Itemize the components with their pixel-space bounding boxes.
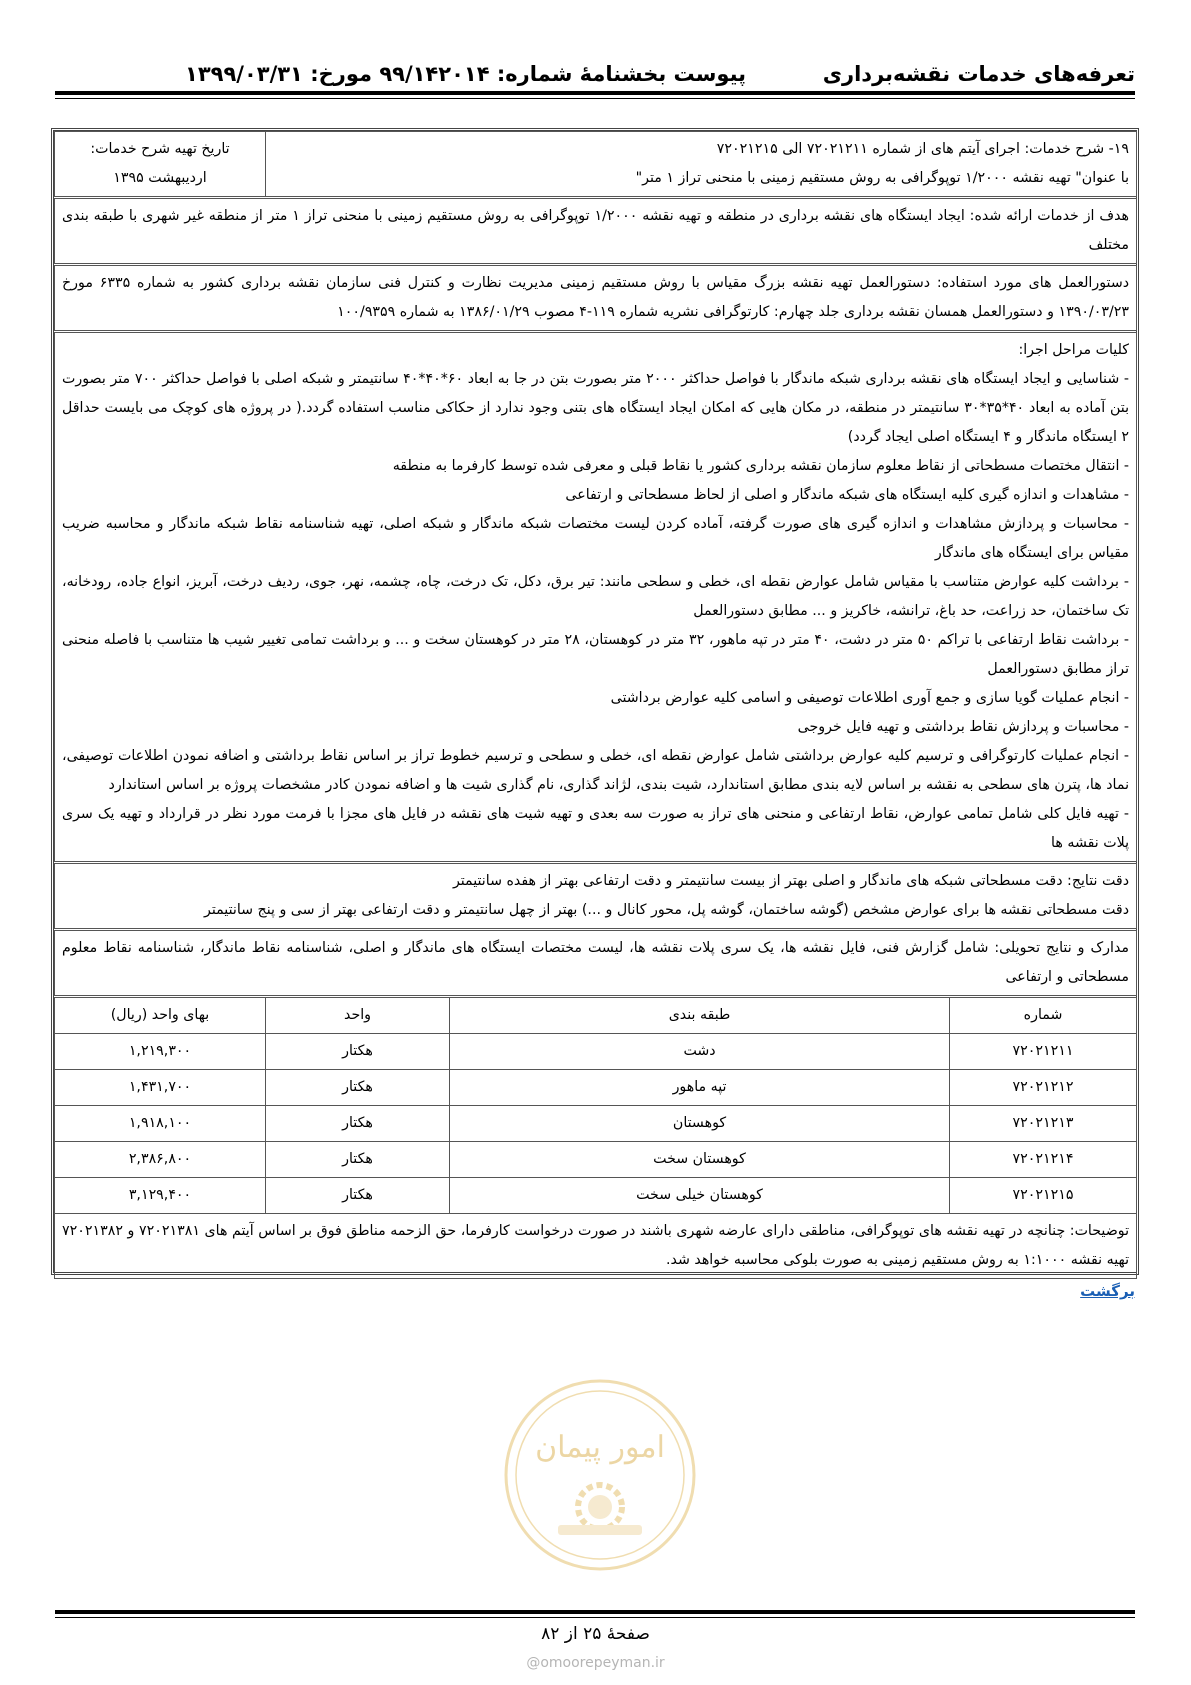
item-price: ۱,۴۳۱,۷۰۰ (55, 1070, 266, 1106)
step-item: - برداشت نقاط ارتفاعی با تراکم ۵۰ متر در دشت، ۴۰ متر در تپه ماهور، ۳۲ متر در کوهستان، ۲۸ متر در کوهستان سخت و ... و برداشت تمامی تغییر شیب ها متناسب با فاصله منحنی تراز مطابق دستورالعمل (62, 632, 1130, 677)
item-unit: هکتار (266, 1142, 450, 1178)
step-item: - انجام عملیات کارتوگرافی و ترسیم کلیه عوارض برداشتی شامل عوارض نقطه ای، خطی و سطحی و ترسیم خطوط تراز بر اساس نقاط برداشتی و اضافه نمودن اطلاعات توصیفی، نماد ها، پترن های سطحی به نقشه بر اساس لایه بندی مطابق استاندارد، شیت بندی، لژاند گذاری، نام گذاری شیت ها و اضافه نمودن کادر مشخصات پروژه بر اساس استاندارد (62, 748, 1130, 793)
steps-row (55, 332, 1137, 863)
item-code: ۷۲۰۲۱۲۱۲ (950, 1070, 1137, 1106)
price-row (55, 1034, 1137, 1070)
service-subtitle: با عنوان" تهیه نقشه ۱/۲۰۰۰ توپوگرافی به روش مستقیم زمینی با منحنی تراز ۱ متر" (635, 170, 1130, 186)
step-item: - برداشت کلیه عوارض متناسب با مقیاس شامل عوارض نقطه ای، خطی و سطحی مانند: تیر برق، دکل، تک درخت، چاه، چشمه، نهر، جوی، ردیف درخت، آبریز، انواع جاده، رودخانه، تک ساختمان، حد زراعت، حد باغ، ترانشه، خاکریز و ... مطابق دستورالعمل (62, 574, 1130, 619)
item-unit: هکتار (266, 1034, 450, 1070)
back-link[interactable]: برگشت (1080, 1282, 1135, 1300)
step-item: - محاسبات و پردازش مشاهدات و اندازه گیری های صورت گرفته، آماده کردن لیست مختصات شبکه ماندگار و شبکه اصلی، تهیه شناسنامه نقاط شبکه ماندگار و محاسبه ضریب مقیاس برای ایستگاه های ماندگار (62, 516, 1130, 561)
page-number: صفحهٔ ۲۵ از ۸۲ (541, 1624, 650, 1644)
accuracy-map: دقت مسطحاتی نقشه ها برای عوارض مشخص (گوشه ساختمان، گوشه پل، محور کانال و ...) بهتر از چهل سانتیمتر و دقت ارتفاعی بهتر از سی و پنج سانتیمتر (204, 902, 1130, 918)
document-title: تعرفه‌های خدمات نقشه‌برداری (822, 62, 1135, 86)
header-rule-thin (55, 98, 1135, 99)
item-unit: هکتار (266, 1106, 450, 1142)
step-item: - مشاهدات و اندازه گیری کلیه ایستگاه های شبکه ماندگار و اصلی از لحاظ مسطحاتی و ارتفاعی (565, 487, 1130, 503)
steps-cell (55, 332, 1137, 863)
accuracy-cell (55, 863, 1137, 930)
seal-text: امور پیمان (535, 1430, 665, 1465)
item-unit: هکتار (266, 1070, 450, 1106)
service-title-row (55, 132, 1137, 198)
item-category: کوهستان سخت (450, 1142, 950, 1178)
col-header-unit: واحد (266, 997, 450, 1034)
deliverables-row (55, 930, 1137, 997)
step-item: - انجام عملیات گویا سازی و جمع آوری اطلاعات توصیفی و اسامی کلیه عوارض برداشتی (610, 690, 1130, 706)
item-price: ۱,۹۱۸,۱۰۰ (55, 1106, 266, 1142)
price-table-header (55, 997, 1137, 1034)
item-code: ۷۲۰۲۱۲۱۴ (950, 1142, 1137, 1178)
accuracy-row (55, 863, 1137, 930)
instructions-text: دستورالعمل های مورد استفاده: دستورالعمل تهیه نقشه بزرگ مقیاس با روش مستقیم زمینی مدیریت نظارت و کنترل فنی سازمان نقشه برداری کشور به شماره ۶۳۳۵ مورخ ۱۳۹۰/۰۳/۲۳ و دستورالعمل همسان نقشه برداری جلد چهارم: کارتوگرافی نشریه شماره ۱۱۹-۴ مصوب ۱۳۸۶/۰۱/۲۹ به شماره ۱۰۰/۹۳۵۹ (55, 265, 1137, 332)
col-header-code: شماره (950, 997, 1137, 1034)
steps-title: کلیات مراحل اجرا: (1018, 342, 1130, 358)
footer-rule-thin (55, 1617, 1135, 1618)
service-date-cell (55, 132, 266, 198)
price-row (55, 1106, 1137, 1142)
col-header-price: بهای واحد (ریال) (55, 997, 266, 1034)
item-category: دشت (450, 1034, 950, 1070)
item-category: کوهستان (450, 1106, 950, 1142)
header-rule-thick (55, 91, 1135, 95)
col-header-category: طبقه بندی (450, 997, 950, 1034)
price-row (55, 1178, 1137, 1214)
site-watermark: @omoorepeyman.ir (526, 1655, 665, 1671)
item-unit: هکتار (266, 1178, 450, 1214)
circular-reference: پیوست بخشنامهٔ شماره: ۹۹/۱۴۲۰۱۴ مورخ: ۱۳۹۹/۰۳/۳۱ (185, 62, 747, 86)
goal-text: هدف از خدمات ارائه شده: ایجاد ایستگاه های نقشه برداری در منطقه و تهیه نقشه ۱/۲۰۰۰ توپوگرافی به روش مستقیم زمینی با منحنی تراز ۱ متر از منطقه غیر شهری با طبقه بندی مختلف (55, 198, 1137, 265)
item-price: ۲,۳۸۶,۸۰۰ (55, 1142, 266, 1178)
step-item: - شناسایی و ایجاد ایستگاه های نقشه برداری شبکه ماندگار با فواصل حداکثر ۲۰۰۰ متر بصورت بتن در جا به ابعاد ۶۰*۴۰*۴۰ سانتیمتر و شبکه اصلی با فواصل حداکثر ۷۰۰ متر بصورت بتن آماده به ابعاد ۴۰*۳۵*۳۰ سانتیمتر در منطقه، در مکان هایی که امکان ایجاد ایستگاه های بتنی وجود ندارد از حکاکی مناسب استفاده گردد.( در پروژه های کوچک می بایست حداقل ۲ ایستگاه ماندگار و ۴ ایستگاه اصلی ایجاد گردد) (62, 371, 1130, 445)
service-table (54, 131, 1137, 1279)
goal-row (55, 198, 1137, 265)
deliverables-text: مدارک و نتایج تحویلی: شامل گزارش فنی، فایل نقشه ها، یک سری پلات نقشه ها، لیست مختصات ایستگاه های ماندگار و اصلی، شناسنامه نقاط ماندگار، شناسنامه نقاط معلوم مسطحاتی و ارتفاعی (55, 930, 1137, 997)
item-category: تپه ماهور (450, 1070, 950, 1106)
item-code: ۷۲۰۲۱۲۱۱ (950, 1034, 1137, 1070)
item-category: کوهستان خیلی سخت (450, 1178, 950, 1214)
instructions-row (55, 265, 1137, 332)
item-code: ۷۲۰۲۱۲۱۵ (950, 1178, 1137, 1214)
service-title-cell (266, 132, 1137, 198)
page-header (55, 52, 1135, 96)
step-item: - انتقال مختصات مسطحاتی از نقاط معلوم سازمان نقشه برداری کشور یا نقاط قبلی و معرفی شده توسط کارفرما به منطقه (392, 458, 1130, 474)
service-date-value: اردیبهشت ۱۳۹۵ (113, 170, 207, 186)
step-item: - محاسبات و پردازش نقاط برداشتی و تهیه فایل خروجی (797, 719, 1130, 735)
item-price: ۱,۲۱۹,۳۰۰ (55, 1034, 266, 1070)
price-row (55, 1070, 1137, 1106)
seal-watermark (500, 1375, 700, 1575)
item-code: ۷۲۰۲۱۲۱۳ (950, 1106, 1137, 1142)
accuracy-network: دقت نتایج: دقت مسطحاتی شبکه های ماندگار و اصلی بهتر از بیست سانتیمتر و دقت ارتفاعی بهتر از هفده سانتیمتر (452, 873, 1130, 889)
notes-row (55, 1214, 1137, 1279)
notes-text: توضیحات: چنانچه در تهیه نقشه های توپوگرافی، مناطقی دارای عارضه شهری باشند در صورت درخواست کارفرما، حق الزحمه مناطق فوق بر اساس آیتم های ۷۲۰۲۱۳۸۱ و ۷۲۰۲۱۳۸۲ تهیه نقشه ۱:۱۰۰۰ به روش مستقیم زمینی به صورت بلوکی محاسبه خواهد شد. (55, 1214, 1137, 1279)
service-date-label: تاریخ تهیه شرح خدمات: (90, 141, 230, 157)
item-price: ۳,۱۲۹,۴۰۰ (55, 1178, 266, 1214)
step-item: - تهیه فایل کلی شامل تمامی عوارض، نقاط ارتفاعی و منحنی های تراز به صورت سه بعدی و تهیه شیت های نقشه در فایل های مجزا با فرمت مورد نظر در قرارداد و تهیه یک سری پلات نقشه ها (62, 806, 1130, 851)
footer-rule-thick (55, 1610, 1135, 1614)
service-title: ۱۹- شرح خدمات: اجرای آیتم های از شماره ۷۲۰۲۱۲۱۱ الی ۷۲۰۲۱۲۱۵ (716, 141, 1130, 157)
price-row (55, 1142, 1137, 1178)
